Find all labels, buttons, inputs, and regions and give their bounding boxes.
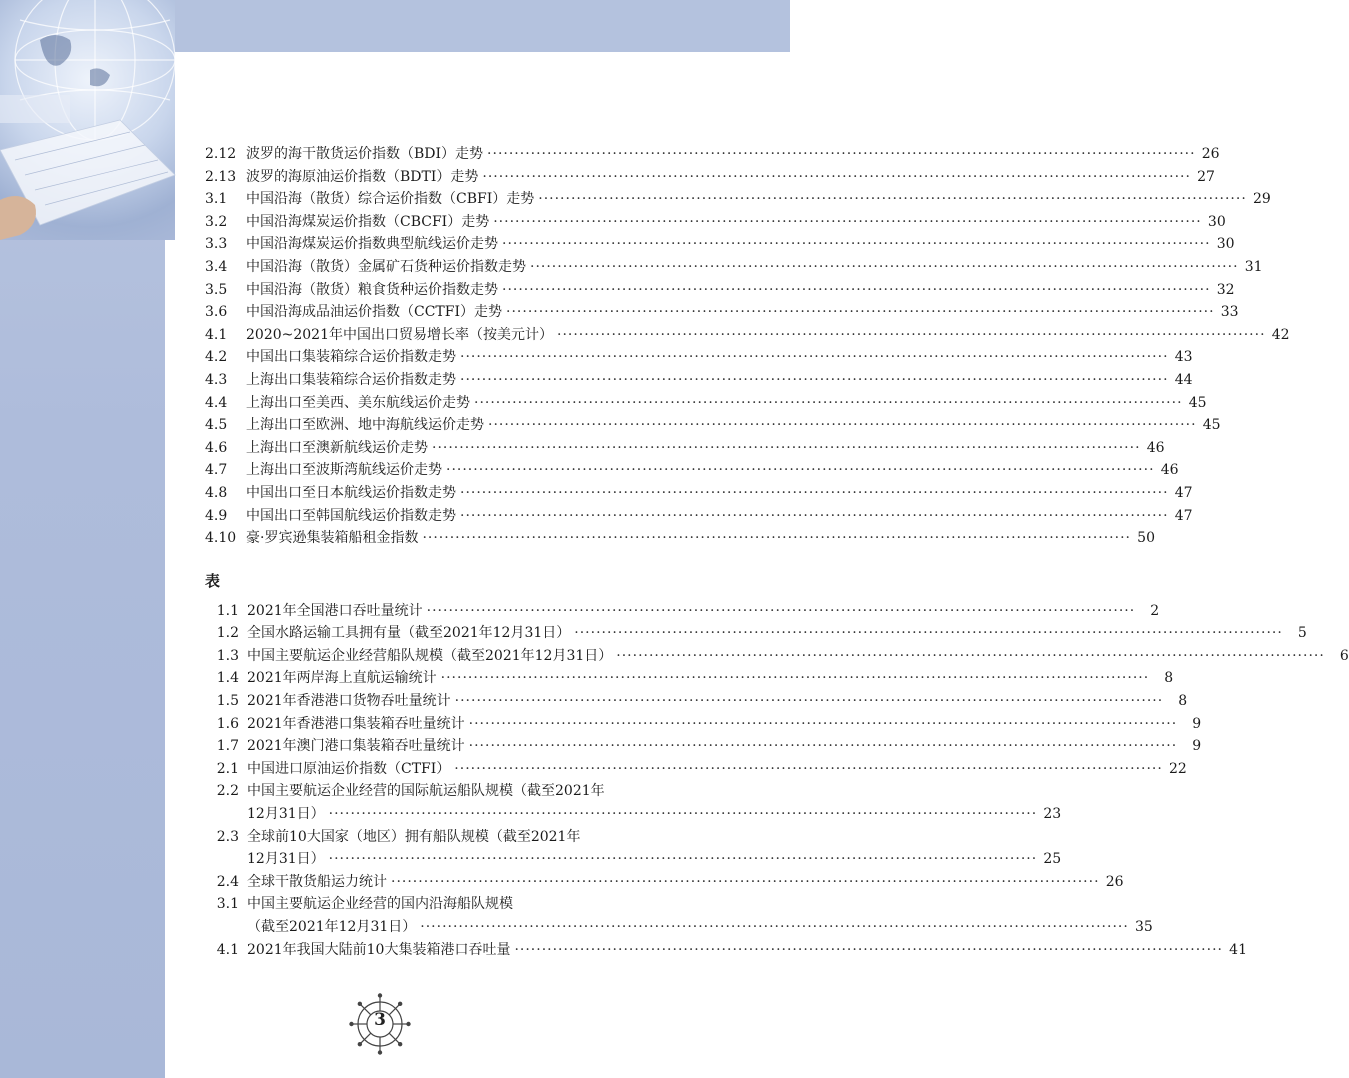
entry-number: 3.2 bbox=[205, 213, 228, 230]
entry-title: 上海出口至波斯湾航线运价走势 bbox=[246, 462, 442, 479]
dot-leader bbox=[460, 482, 1169, 505]
entry-page: 35 bbox=[1134, 919, 1153, 935]
entry-number: 4.8 bbox=[205, 484, 228, 501]
entry-number: 3.5 bbox=[205, 281, 228, 298]
globe-keyboard-illustration bbox=[0, 0, 175, 240]
dot-leader bbox=[502, 279, 1211, 302]
entry-number: 4.2 bbox=[205, 349, 228, 366]
toc-entry bbox=[205, 645, 1349, 668]
entry-title: 中国出口至韩国航线运价指数走势 bbox=[246, 507, 456, 524]
toc-entry bbox=[205, 871, 1124, 894]
dot-leader bbox=[538, 188, 1247, 211]
entry-page: 33 bbox=[1220, 304, 1239, 321]
entry-page: 50 bbox=[1137, 530, 1155, 547]
entry-page: 47 bbox=[1174, 507, 1193, 524]
entry-number: 1.1 bbox=[216, 602, 239, 619]
dot-leader bbox=[460, 369, 1169, 392]
entry-title: 中国沿海煤炭运价指数（CBCFI）走势 bbox=[246, 213, 490, 230]
dot-leader bbox=[329, 803, 1038, 826]
entry-page: 8 bbox=[1164, 670, 1174, 687]
toc-entry bbox=[205, 735, 1202, 758]
entry-number: 3.1 bbox=[205, 191, 228, 208]
toc-entry bbox=[205, 713, 1202, 736]
toc-entry bbox=[205, 324, 1290, 347]
entry-title: 上海出口至澳新航线运价走势 bbox=[246, 439, 428, 456]
entry-number: 2.13 bbox=[205, 168, 237, 185]
entry-title: 波罗的海干散货运价指数（BDI）走势 bbox=[246, 146, 484, 162]
wheel-knob bbox=[358, 1002, 362, 1006]
entry-page: 23 bbox=[1043, 806, 1062, 823]
entry-number: 3.1 bbox=[216, 896, 239, 913]
entry-number: 1.5 bbox=[216, 693, 239, 710]
entry-page: 42 bbox=[1271, 326, 1290, 343]
dot-leader bbox=[455, 690, 1164, 713]
entry-title: 2021年全国港口吞吐量统计 bbox=[247, 602, 423, 619]
wheel-knob bbox=[398, 1042, 402, 1046]
dot-leader bbox=[493, 211, 1202, 234]
toc-entry bbox=[205, 211, 1226, 234]
entry-title: 中国沿海（散货）综合运价指数（CBFI）走势 bbox=[246, 191, 535, 208]
entry-title-line2: （截至2021年12月31日） bbox=[247, 919, 417, 935]
entry-title: 中国沿海煤炭运价指数典型航线运价走势 bbox=[246, 236, 498, 253]
entry-number: 4.6 bbox=[205, 439, 228, 456]
entry-title: 中国出口集装箱综合运价指数走势 bbox=[246, 349, 456, 366]
wheel-knob bbox=[378, 993, 382, 997]
entry-title: 中国出口至日本航线运价指数走势 bbox=[246, 484, 456, 501]
entry-page: 27 bbox=[1197, 168, 1215, 185]
page-number: 3 bbox=[374, 1010, 386, 1030]
entry-title: 2021年两岸海上直航运输统计 bbox=[247, 670, 437, 687]
wheel-knob bbox=[398, 1002, 402, 1006]
entry-number: 2.4 bbox=[216, 873, 239, 890]
toc-entry bbox=[205, 459, 1179, 482]
entry-number: 4.5 bbox=[205, 417, 228, 434]
toc-entry bbox=[205, 279, 1235, 302]
toc-entry bbox=[205, 758, 1187, 781]
entry-number: 4.7 bbox=[205, 462, 228, 479]
entry-title: 波罗的海原油运价指数（BDTI）走势 bbox=[246, 168, 479, 185]
dot-leader bbox=[469, 735, 1178, 758]
dot-leader bbox=[474, 392, 1183, 415]
entry-number: 3.6 bbox=[205, 304, 228, 321]
entry-page: 43 bbox=[1174, 349, 1193, 366]
entry-page: 26 bbox=[1105, 873, 1124, 890]
entry-title-line2: 12月31日） bbox=[247, 851, 325, 868]
entry-title: 全国水路运输工具拥有量（截至2021年12月31日） bbox=[247, 625, 571, 642]
dot-leader bbox=[616, 645, 1325, 668]
dot-leader bbox=[427, 600, 1136, 623]
figures-list bbox=[205, 143, 1290, 550]
dot-leader bbox=[391, 871, 1100, 894]
table-of-contents bbox=[205, 143, 1349, 961]
entry-page: 46 bbox=[1160, 462, 1179, 479]
dot-leader bbox=[454, 758, 1163, 781]
dot-leader bbox=[514, 939, 1223, 962]
toc-entry bbox=[205, 233, 1235, 256]
entry-page: 45 bbox=[1188, 394, 1207, 411]
entry-number: 1.6 bbox=[216, 715, 239, 732]
toc-entry bbox=[205, 600, 1160, 623]
tables-heading: 表 bbox=[205, 571, 221, 590]
entry-title: 2020~2021年中国出口贸易增长率（按美元计） bbox=[246, 326, 553, 343]
entry-page: 45 bbox=[1202, 417, 1221, 434]
entry-number: 3.4 bbox=[205, 258, 228, 275]
entry-page: 29 bbox=[1252, 191, 1271, 208]
entry-number: 4.4 bbox=[205, 394, 228, 411]
toc-entry bbox=[205, 437, 1165, 460]
toc-entry bbox=[205, 482, 1193, 505]
entry-page: 44 bbox=[1174, 371, 1193, 388]
toc-entry bbox=[205, 414, 1221, 437]
wheel-knob bbox=[378, 1050, 382, 1054]
entry-title: 中国沿海（散货）金属矿石货种运价指数走势 bbox=[246, 258, 526, 275]
entry-title-line2: 12月31日） bbox=[247, 806, 325, 823]
dot-leader bbox=[432, 437, 1141, 460]
dot-leader bbox=[530, 256, 1239, 279]
entry-page: 2 bbox=[1150, 602, 1160, 619]
entry-number: 4.1 bbox=[216, 941, 239, 958]
toc-entry bbox=[205, 505, 1193, 528]
toc-entry bbox=[205, 166, 1215, 189]
entry-title: 中国进口原油运价指数（CTFI） bbox=[247, 760, 451, 777]
toc-entry bbox=[205, 188, 1271, 211]
dot-leader bbox=[482, 166, 1191, 189]
toc-entry bbox=[205, 939, 1247, 962]
dot-leader bbox=[574, 622, 1283, 645]
toc-entry bbox=[205, 622, 1307, 645]
entry-number: 2.3 bbox=[216, 828, 239, 845]
toc-entry bbox=[205, 346, 1193, 369]
toc-entry bbox=[205, 301, 1239, 324]
entry-page: 30 bbox=[1216, 236, 1235, 253]
entry-page: 9 bbox=[1192, 715, 1202, 732]
page-folio bbox=[348, 990, 412, 1054]
toc-entry bbox=[205, 256, 1263, 279]
entry-number: 2.1 bbox=[216, 760, 239, 777]
entry-number: 4.10 bbox=[205, 530, 237, 547]
entry-page: 25 bbox=[1043, 851, 1062, 868]
entry-page: 26 bbox=[1201, 146, 1220, 162]
entry-title: 2021年香港港口货物吞吐量统计 bbox=[247, 693, 451, 710]
entry-page: 6 bbox=[1339, 647, 1349, 664]
toc-entry bbox=[205, 893, 1153, 938]
entry-page: 30 bbox=[1207, 213, 1226, 230]
entry-page: 8 bbox=[1178, 693, 1188, 710]
entry-page: 46 bbox=[1146, 439, 1165, 456]
entry-number: 1.2 bbox=[216, 625, 239, 642]
dot-leader bbox=[557, 324, 1266, 347]
entry-title: 中国沿海成品油运价指数（CCTFI）走势 bbox=[246, 304, 503, 321]
dot-leader bbox=[329, 848, 1038, 871]
entry-title: 2021年澳门港口集装箱吞吐量统计 bbox=[247, 738, 465, 755]
top-decorative-band bbox=[165, 0, 790, 52]
entry-page: 5 bbox=[1297, 625, 1307, 642]
dot-leader bbox=[446, 459, 1155, 482]
toc-entry bbox=[205, 392, 1207, 415]
toc-entry bbox=[205, 826, 1062, 871]
dot-leader bbox=[420, 916, 1129, 939]
entry-page: 47 bbox=[1174, 484, 1193, 501]
dot-leader bbox=[441, 667, 1150, 690]
entry-title-line1: 全球前10大国家（地区）拥有船队规模（截至2021年 bbox=[247, 828, 581, 845]
entry-number: 2.12 bbox=[205, 146, 237, 162]
toc-entry bbox=[205, 690, 1188, 713]
entry-number: 4.9 bbox=[205, 507, 228, 524]
entry-title-line1: 中国主要航运企业经营的国内沿海船队规模 bbox=[247, 896, 513, 913]
entry-title: 上海出口至欧洲、地中海航线运价走势 bbox=[246, 417, 484, 434]
toc-entry bbox=[205, 369, 1193, 392]
entry-title: 2021年香港港口集装箱吞吐量统计 bbox=[247, 715, 465, 732]
entry-title: 全球干散货船运力统计 bbox=[247, 873, 387, 890]
entry-number: 1.4 bbox=[216, 670, 239, 687]
dot-leader bbox=[488, 414, 1197, 437]
entry-page: 22 bbox=[1169, 760, 1187, 777]
entry-number: 4.3 bbox=[205, 371, 228, 388]
entry-page: 9 bbox=[1192, 738, 1202, 755]
wheel-knob bbox=[358, 1042, 362, 1046]
entry-page: 32 bbox=[1216, 281, 1235, 298]
toc-entry bbox=[205, 667, 1174, 690]
dot-leader bbox=[502, 233, 1211, 256]
entry-page: 31 bbox=[1244, 258, 1263, 275]
entry-title: 上海出口集装箱综合运价指数走势 bbox=[246, 371, 456, 388]
dot-leader bbox=[460, 346, 1169, 369]
toc-entry bbox=[205, 780, 1062, 825]
entry-number: 1.3 bbox=[216, 647, 239, 664]
entry-number: 1.7 bbox=[216, 738, 239, 755]
entry-title: 豪·罗宾逊集装箱船租金指数 bbox=[246, 530, 419, 547]
dot-leader bbox=[506, 301, 1215, 324]
toc-entry bbox=[205, 527, 1155, 550]
entry-title: 中国沿海（散货）粮食货种运价指数走势 bbox=[246, 281, 498, 298]
entry-title: 中国主要航运企业经营船队规模（截至2021年12月31日） bbox=[247, 647, 613, 664]
tables-list bbox=[205, 600, 1349, 962]
entry-number: 4.1 bbox=[205, 326, 228, 343]
dot-leader bbox=[422, 527, 1131, 550]
dot-leader bbox=[460, 505, 1169, 528]
dot-leader bbox=[469, 713, 1178, 736]
dot-leader bbox=[487, 143, 1196, 166]
entry-page: 41 bbox=[1229, 941, 1247, 958]
entry-number: 3.3 bbox=[205, 236, 228, 253]
entry-title: 上海出口至美西、美东航线运价走势 bbox=[246, 394, 470, 411]
entry-title-line1: 中国主要航运企业经营的国际航运船队规模（截至2021年 bbox=[247, 783, 605, 800]
entry-number: 2.2 bbox=[216, 783, 239, 800]
entry-title: 2021年我国大陆前10大集装箱港口吞吐量 bbox=[247, 941, 511, 958]
toc-entry bbox=[205, 143, 1220, 166]
